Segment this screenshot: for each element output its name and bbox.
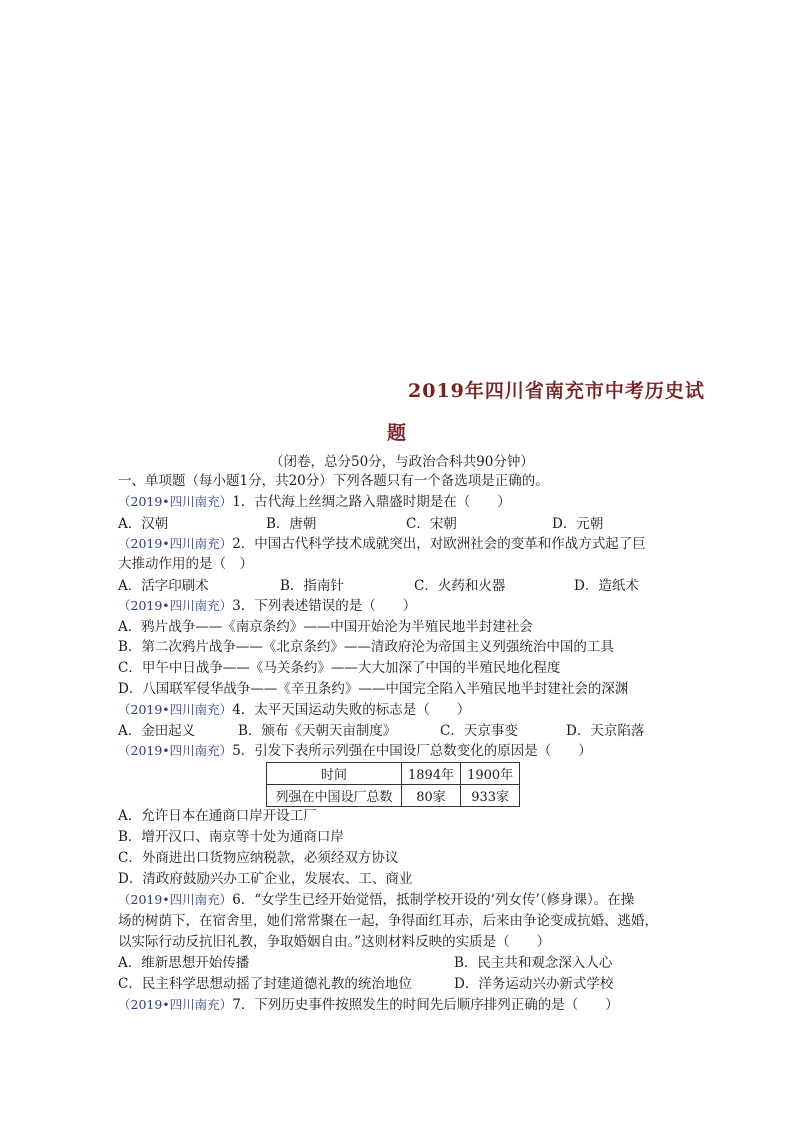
question-6-stem-cont2: 以实际行动反抗旧礼教，争取婚姻自由。”这则材料反映的实质是（ ） (118, 934, 551, 950)
question-text: 5．引发下表所示列强在中国设厂总数变化的原因是（ ） (232, 743, 592, 759)
q6-option-a: A．维新思想开始传播 (118, 955, 250, 971)
question-6-stem-cont: 场的树荫下，在宿舍里，她们常常聚在一起，争得面红耳赤，后来由争论变成抗婚、逃婚， (118, 913, 658, 929)
section-heading: 一、单项题（每小题1分，共20分）下列各题只有一个备选项是正确的。 (118, 473, 549, 489)
table-header-cell: 1900年 (461, 763, 520, 785)
question-6-stem (118, 891, 634, 909)
q3-option-b: B．第二次鸦片战争——《北京条约》——清政府沦为帝国主义列强统治中国的工具 (118, 639, 614, 655)
table-header-cell: 1894年 (402, 763, 461, 785)
exam-subtitle: （闭卷，总分50分，与政治合科共90分钟） (270, 454, 534, 470)
q1-option-a: A．汉朝 (118, 516, 169, 532)
question-3-stem (118, 597, 416, 615)
page-title-line2: 题 (386, 422, 407, 444)
question-source: （2019•四川南充） (118, 997, 233, 1012)
q3-option-d: D．八国联军侵华战争——《辛丑条约》——中国完全陷入半殖民地半封建社会的深渊 (118, 681, 629, 697)
question-4-stem (118, 701, 470, 719)
question-text: 2．中国古代科学技术成就突出，对欧洲社会的变革和作战方式起了巨 (232, 536, 646, 552)
question-source: （2019•四川南充） (118, 702, 233, 717)
q1-option-d: D．元朝 (552, 516, 604, 532)
table-cell: 80家 (402, 785, 461, 807)
question-7-stem (118, 996, 619, 1014)
question-source: （2019•四川南充） (118, 494, 233, 509)
q5-option-d: D．清政府鼓励兴办工矿企业，发展农、工、商业 (118, 871, 413, 887)
q3-option-c: C．甲午中日战争——《马关条约》——大大加深了中国的半殖民地化程度 (118, 660, 561, 676)
page-title-line1: 2019年四川省南充市中考历史试 (408, 380, 705, 402)
question-2-stem-cont: 大推动作用的是（ ） (118, 556, 253, 572)
q4-option-a: A．金田起义 (118, 723, 196, 739)
q5-option-a: A．允许日本在通商口岸开设工厂 (118, 808, 317, 824)
q2-option-a: A．活字印刷术 (118, 578, 209, 594)
table-cell: 933家 (461, 785, 520, 807)
q6-option-b: B．民主共和观念深入人心 (454, 955, 613, 971)
question-5-stem (118, 742, 592, 760)
table-cell: 列强在中国设厂总数 (267, 785, 402, 807)
q4-option-b: B．颁布《天朝天亩制度》 (238, 723, 397, 739)
q6-option-d: D．洋务运动兴办新式学校 (454, 976, 614, 992)
q3-option-a: A．鸦片战争——《南京条约》——中国开始沦为半殖民地半封建社会 (118, 619, 533, 635)
question-source: （2019•四川南充） (118, 536, 233, 551)
q4-option-c: C．天京事变 (440, 723, 518, 739)
table-row (267, 785, 520, 807)
factory-count-table (266, 762, 520, 807)
q5-option-b: B．增开汉口、南京等十处为通商口岸 (118, 829, 344, 845)
question-2-stem (118, 535, 646, 553)
question-text: 6．“女学生已经开始觉悟，抵制学校开设的‘列女传’（修身课）。在操 (232, 892, 635, 908)
question-text: 4．太平天国运动失败的标志是（ ） (232, 702, 471, 718)
q2-option-b: B．指南针 (280, 578, 344, 594)
q6-option-c: C．民主科学思想动摇了封建道德礼教的统治地位 (118, 976, 412, 992)
q2-option-d: D．造纸术 (574, 578, 639, 594)
question-text: 7．下列历史事件按照发生的时间先后顺序排列正确的是（ ） (232, 997, 619, 1013)
question-source: （2019•四川南充） (118, 743, 233, 758)
question-text: 1．古代海上丝绸之路入鼎盛时期是在（ ） (232, 494, 511, 510)
table-header-cell: 时间 (267, 763, 402, 785)
q1-option-c: C．宋朝 (406, 516, 457, 532)
q4-option-d: D．天京陷落 (566, 723, 645, 739)
q2-option-c: C．火药和火器 (414, 578, 506, 594)
question-text: 3．下列表述错误的是（ ） (232, 598, 417, 614)
q1-option-b: B．唐朝 (266, 516, 317, 532)
question-source: （2019•四川南充） (118, 892, 233, 907)
q5-option-c: C．外商进出口货物应纳税款，必须经双方协议 (118, 850, 399, 866)
question-1-stem (118, 493, 511, 511)
table-row (267, 763, 520, 785)
question-source: （2019•四川南充） (118, 598, 233, 613)
